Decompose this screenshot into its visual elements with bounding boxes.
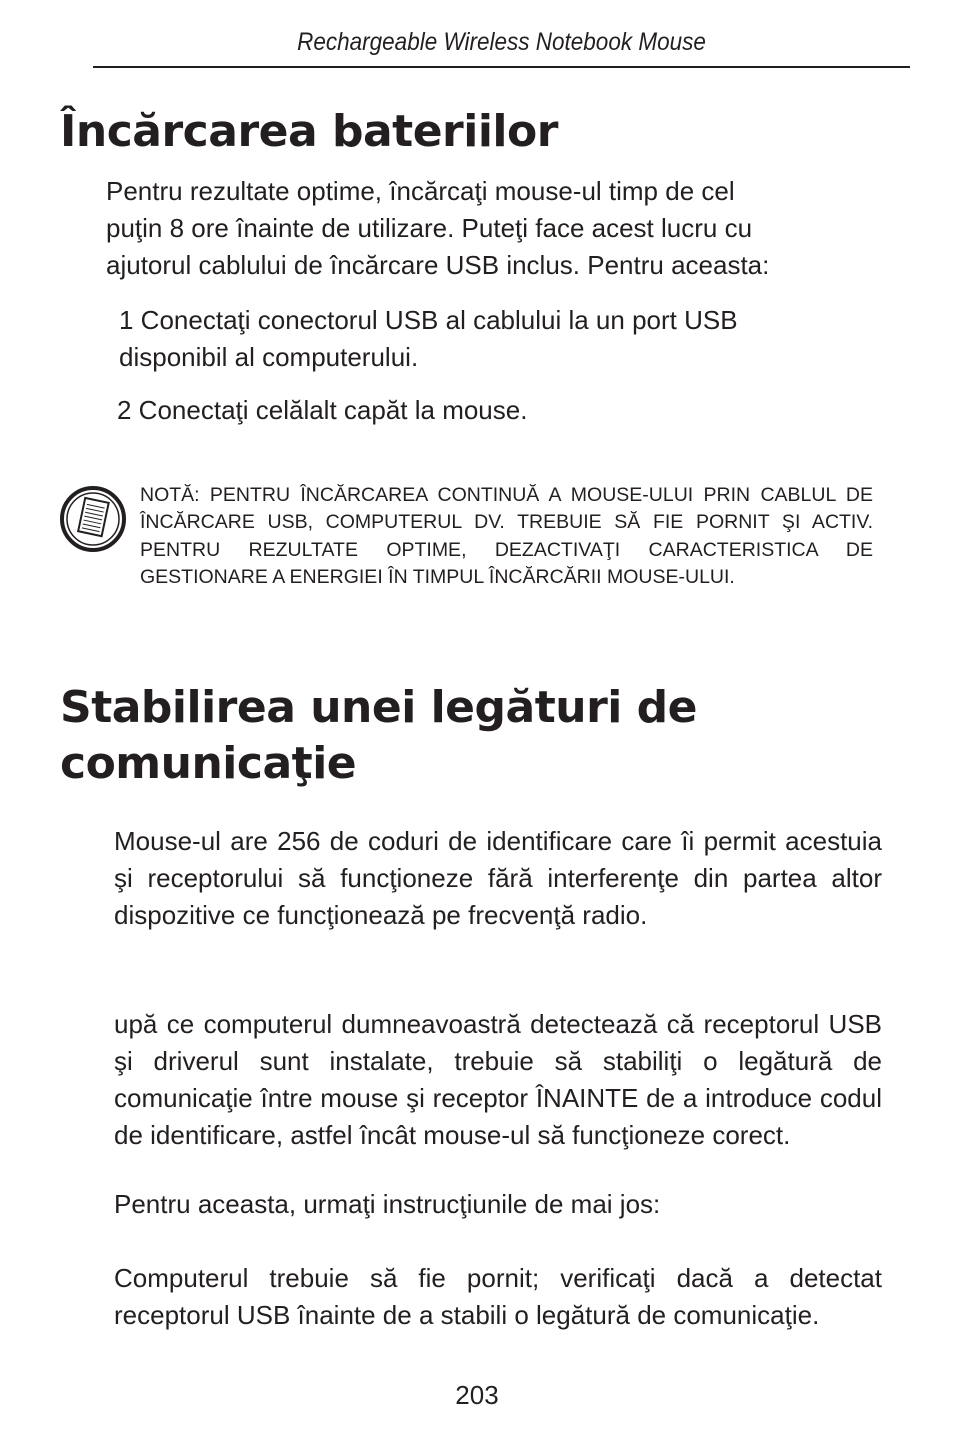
connection-para-1: Mouse-ul are 256 de coduri de identificare care îi permit acestuia şi receptorului să funcţioneze fără interferenţe din partea altor dispozitive ce funcţionează pe frecvenţă radio. — [114, 826, 882, 930]
connection-para-2: upă ce computerul dumneavoastră detectează că receptorul USB şi driverul sunt instalate, trebuie să stabiliţi o legătură de comunicaţie între mouse şi receptor ÎNAINTE de a introduce codul de identificare, astfel încât mouse-ul să funcţioneze corect. — [114, 1009, 882, 1150]
header-divider — [93, 66, 910, 68]
section-title-connection-line: comunicaţie — [60, 738, 357, 789]
notepad-icon — [58, 484, 128, 554]
step-2: 2 Conectaţi celălalt capăt la mouse. — [117, 395, 528, 425]
section-title-connection — [60, 680, 697, 792]
running-header: Rechargeable Wireless Notebook Mouse — [297, 28, 706, 56]
section-title-charging: Încărcarea bateriilor — [60, 106, 558, 157]
connection-para-4: Computerul trebuie să fie pornit; verificaţi dacă a detectat receptorul USB înainte de a stabili o legătură de comunicaţie. — [114, 1263, 882, 1330]
charging-intro-line: puţin 8 ore înainte de utilizare. Puteţi face acest lucru cu — [106, 213, 753, 243]
note-text: NOTĂ: PENTRU ÎNCĂRCAREA CONTINUĂ A MOUSE-ULUI PRIN CABLUL DE ÎNCĂRCARE USB, COMPUTERUL DV. TREBUIE SĂ FIE PORNIT ŞI ACTIV. PENTRU REZULTATE OPTIME, DEZACTIVAŢI CARACTERISTICA DE GESTIONARE A ENERGIEI ÎN TIMPUL ÎNCĂRCĂRII MOUSE-ULUI. — [140, 484, 873, 588]
connection-para-3: Pentru aceasta, urmaţi instrucţiunile de mai jos: — [114, 1189, 661, 1219]
section-title-connection-line: Stabilirea unei legături de — [60, 682, 698, 733]
charging-intro-line: ajutorul cablului de încărcare USB inclus. Pentru aceasta: — [106, 250, 770, 280]
step-1-line: disponibil al computerului. — [119, 342, 419, 372]
page-number: 203 — [455, 1380, 499, 1410]
charging-intro — [106, 173, 769, 284]
step-1 — [119, 302, 738, 376]
charging-intro-line: Pentru rezultate optime, încărcaţi mouse-ul timp de cel — [106, 176, 735, 206]
step-1-line: 1 Conectaţi conectorul USB al cablului la un port USB — [119, 305, 738, 335]
